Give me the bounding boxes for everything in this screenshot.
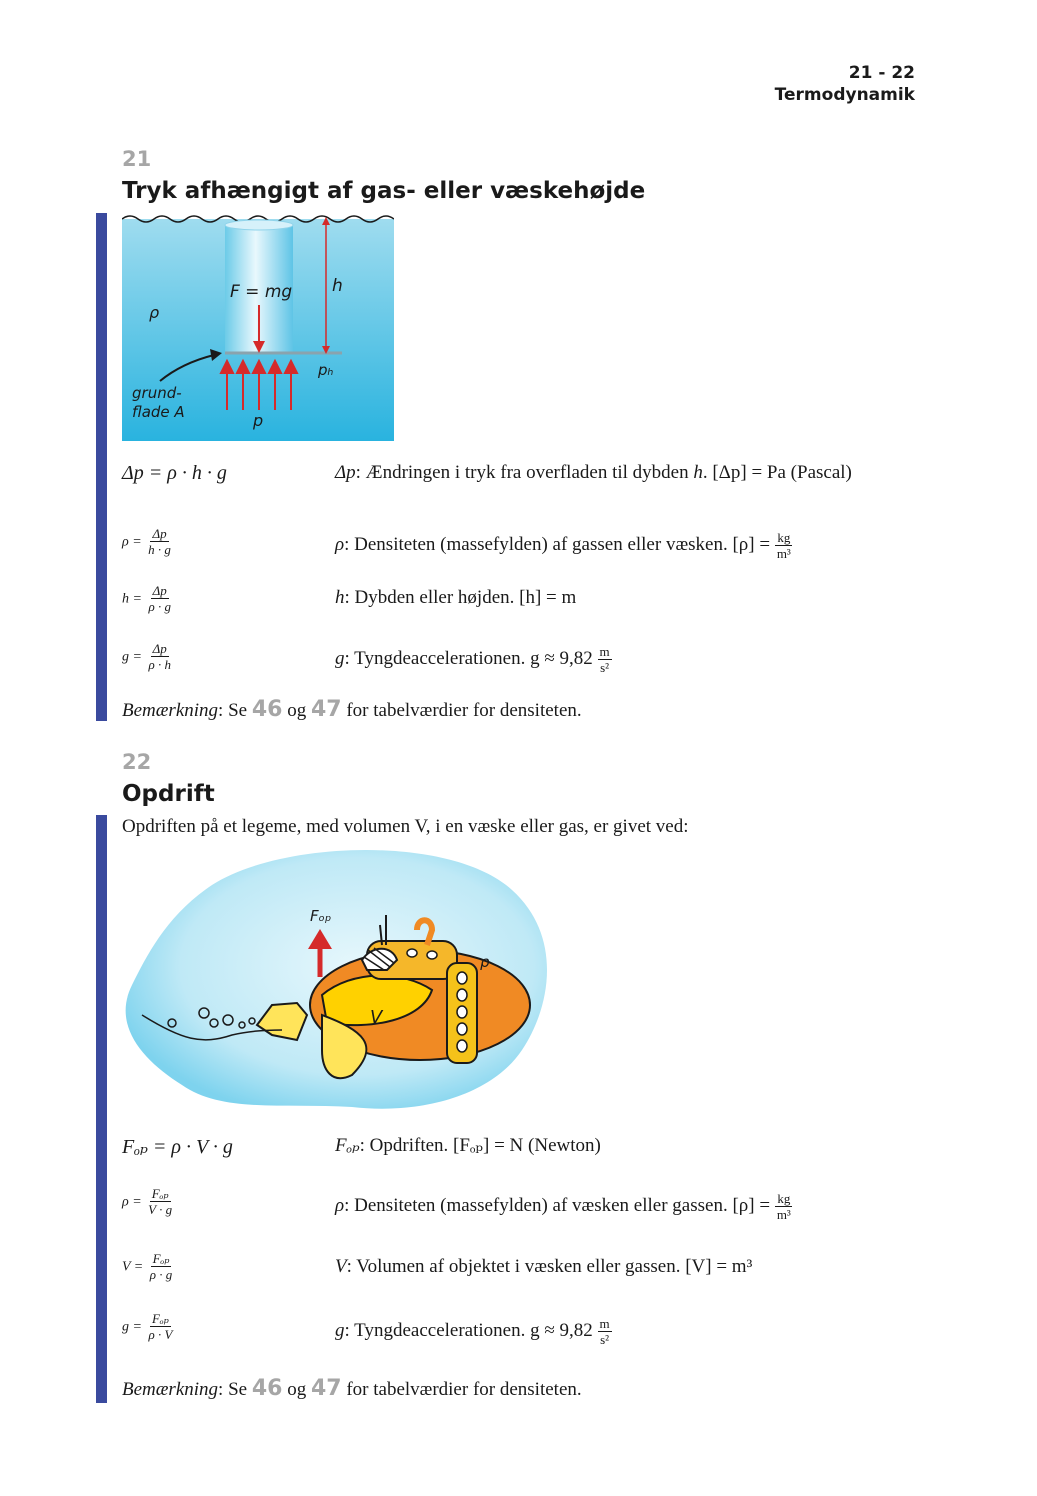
s22-desc-v: V: Volumen af objektet i væsken eller gassen. [V] = m³ xyxy=(335,1256,753,1277)
area-label-1: grund- xyxy=(132,384,182,402)
section-21-bar xyxy=(96,213,107,721)
s22-remark: Bemærkning: Se 46 og 47 for tabelværdier for densiteten. xyxy=(122,1376,582,1401)
s22-formula-v: V = $\frac{\text{Fₒₚ}}{\rho \cdot g}$ xyxy=(122,1251,173,1282)
section-21-title: Tryk afhængigt af gas- eller væskehøjde xyxy=(122,178,646,204)
s22-desc-g: g: Tyngdeaccelerationen. g ≈ 9,82 $\frac{m}{\text{s²}}$ xyxy=(335,1316,610,1347)
s21-main-description: Δp: Ændringen i tryk fra overfladen til dybden h. [Δp] = Pa (Pascal) xyxy=(335,462,852,483)
s21-formula-rho: ρ = $\frac{\Delta p}{h \cdot g}$ xyxy=(122,526,171,557)
section-22-number: 22 xyxy=(122,750,152,774)
s22-formula-rho: ρ = $\frac{\text{Fₒₚ}}{V \cdot g}$ xyxy=(122,1186,173,1217)
s22-intro: Opdriften på et legeme, med volumen V, i en væske eller gas, er givet ved: xyxy=(122,816,689,837)
force-label: F = mg xyxy=(230,282,293,302)
s22-main-formula: Fₒₚ = ρ · V · g xyxy=(122,1136,233,1158)
s22-main-description: Fₒₚ: Opdriften. [Fₒₚ] = N (Newton) xyxy=(335,1135,601,1156)
s22-desc-rho: ρ: Densiteten (massefylden) af væsken eller gassen. [ρ] = $\frac{kg}{\text{m³}}$ xyxy=(335,1191,791,1222)
s21-formula-g: g = $\frac{\Delta p}{\rho \cdot h}$ xyxy=(122,641,171,672)
s21-desc-h: h: Dybden eller højden. [h] = m xyxy=(335,587,577,608)
s21-formula-h: h = $\frac{\Delta p}{\rho \cdot g}$ xyxy=(122,583,171,614)
s21-desc-g: g: Tyngdeaccelerationen. g ≈ 9,82 $\frac{m}{\text{s²}}$ xyxy=(335,644,610,675)
buoyancy-force-label: Fₒₚ xyxy=(310,907,332,925)
pressure-figure xyxy=(122,213,394,441)
density-label: ρ xyxy=(149,303,160,322)
page-header xyxy=(775,62,915,106)
section-22-bar xyxy=(96,815,107,1403)
p-label: p xyxy=(253,411,264,430)
section-21-number: 21 xyxy=(122,147,152,171)
density-label: ρ xyxy=(480,953,490,971)
volume-label: V xyxy=(370,1007,383,1028)
s21-desc-rho: ρ: Densiteten (massefylden) af gassen eller væsken. [ρ] = $\frac{kg}{\text{m³}}$ xyxy=(335,530,791,561)
s22-formula-g: g = $\frac{\text{Fₒₚ}}{\rho \cdot V}$ xyxy=(122,1311,173,1342)
s21-main-formula: Δp = ρ · h · g xyxy=(122,462,227,484)
ph-label: pₕ xyxy=(318,361,334,379)
header-chapter: Termodynamik xyxy=(774,85,915,105)
area-label-2: flade A xyxy=(132,403,185,421)
section-22-title: Opdrift xyxy=(122,781,215,807)
s21-remark: Bemærkning: Se 46 og 47 for tabelværdier for densiteten. xyxy=(122,697,582,722)
header-page-range: 21 - 22 xyxy=(848,63,915,83)
height-label: h xyxy=(332,276,343,296)
buoyancy-figure xyxy=(122,845,562,1115)
